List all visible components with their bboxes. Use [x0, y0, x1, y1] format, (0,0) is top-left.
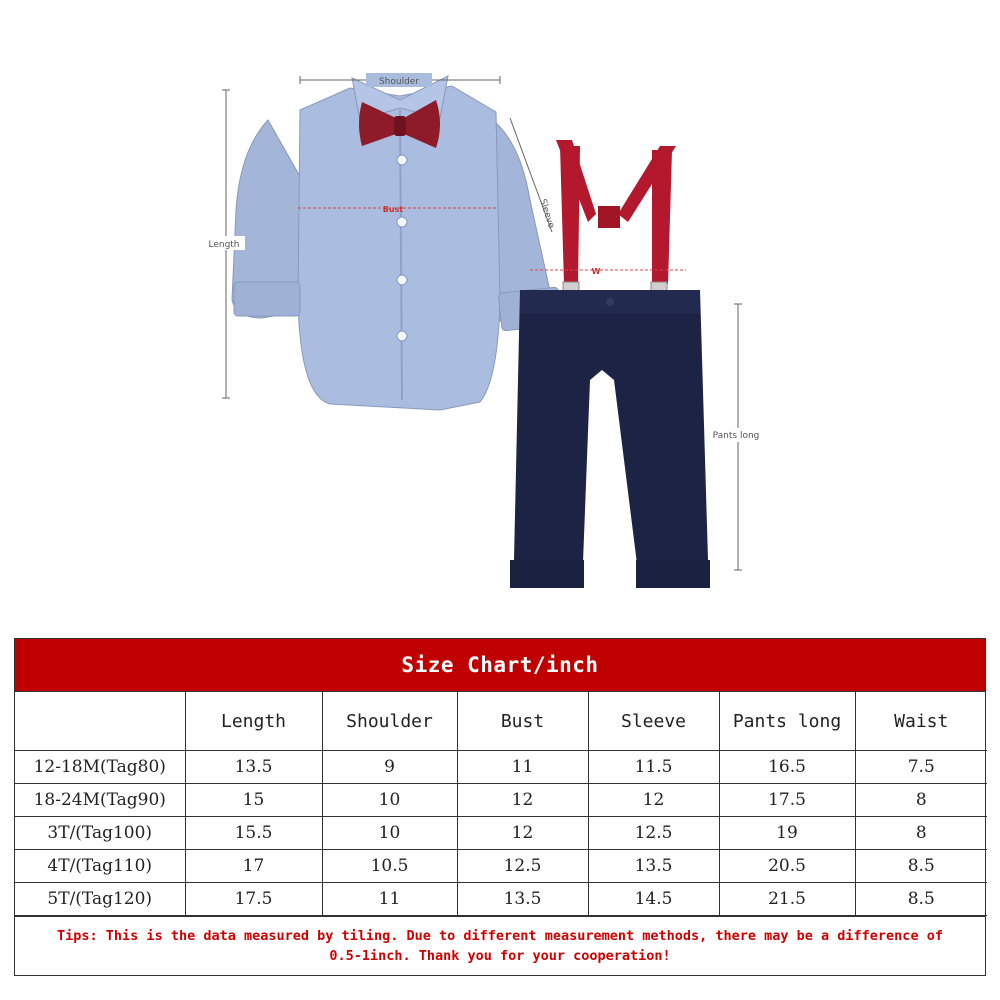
bust-cell: 13.5	[457, 883, 588, 916]
pants-long-cell: 19	[719, 817, 855, 850]
size-chart-title: Size Chart/inch	[15, 639, 985, 692]
table-row	[15, 784, 987, 817]
suspenders-image	[556, 140, 676, 298]
length-measure	[203, 90, 245, 398]
header-pants-long: Pants long	[719, 692, 855, 751]
sleeve-cell: 12.5	[588, 817, 719, 850]
header-sleeve: Sleeve	[588, 692, 719, 751]
bust-label: Bust	[382, 205, 404, 214]
bust-cell: 11	[457, 751, 588, 784]
shoulder-label: Shoulder	[378, 77, 420, 87]
size-chart	[14, 638, 986, 976]
waist-cell: 8.5	[855, 850, 987, 883]
header-waist: Waist	[855, 692, 987, 751]
waist-cell: 8.5	[855, 883, 987, 916]
pants-long-label: Pants long	[712, 431, 760, 441]
sleeve-cell: 14.5	[588, 883, 719, 916]
shoulder-cell: 11	[322, 883, 457, 916]
shoulder-cell: 9	[322, 751, 457, 784]
sleeve-cell: 12	[588, 784, 719, 817]
length-cell: 17.5	[185, 883, 322, 916]
sleeve-cell: 11.5	[588, 751, 719, 784]
table-row	[15, 850, 987, 883]
waist-label: W	[591, 267, 601, 276]
size-cell: 18-24M(Tag90)	[15, 784, 185, 817]
pants-image	[510, 290, 710, 588]
shoulder-cell: 10	[322, 817, 457, 850]
header-cell	[15, 692, 185, 751]
header-bust: Bust	[457, 692, 588, 751]
bust-cell: 12.5	[457, 850, 588, 883]
size-cell: 5T/(Tag120)	[15, 883, 185, 916]
header-length: Length	[185, 692, 322, 751]
table-row	[15, 883, 987, 916]
header-shoulder: Shoulder	[322, 692, 457, 751]
pants-long-cell: 16.5	[719, 751, 855, 784]
sleeve-label: Sleeve	[537, 197, 556, 230]
waist-cell: 7.5	[855, 751, 987, 784]
table-row	[15, 817, 987, 850]
length-label: Length	[208, 240, 240, 250]
length-cell: 17	[185, 850, 322, 883]
bust-cell: 12	[457, 784, 588, 817]
waist-cell: 8	[855, 784, 987, 817]
header-row	[15, 692, 987, 751]
size-cell: 3T/(Tag100)	[15, 817, 185, 850]
length-cell: 15.5	[185, 817, 322, 850]
bust-cell: 12	[457, 817, 588, 850]
table-row	[15, 751, 987, 784]
tips-note: Tips: This is the data measured by tiling. Due to different measurement methods, there may be a difference of 0.5-1inch. Thank you for your cooperation!	[15, 916, 985, 975]
pants-long-cell: 20.5	[719, 850, 855, 883]
shoulder-measure	[300, 73, 500, 87]
pants-long-measure	[710, 304, 766, 570]
length-cell: 13.5	[185, 751, 322, 784]
shoulder-cell: 10	[322, 784, 457, 817]
pants-long-cell: 21.5	[719, 883, 855, 916]
pants-long-cell: 17.5	[719, 784, 855, 817]
size-cell: 4T/(Tag110)	[15, 850, 185, 883]
shoulder-cell: 10.5	[322, 850, 457, 883]
waist-cell: 8	[855, 817, 987, 850]
size-chart-table	[15, 692, 987, 916]
size-cell: 12-18M(Tag80)	[15, 751, 185, 784]
sleeve-cell: 13.5	[588, 850, 719, 883]
length-cell: 15	[185, 784, 322, 817]
